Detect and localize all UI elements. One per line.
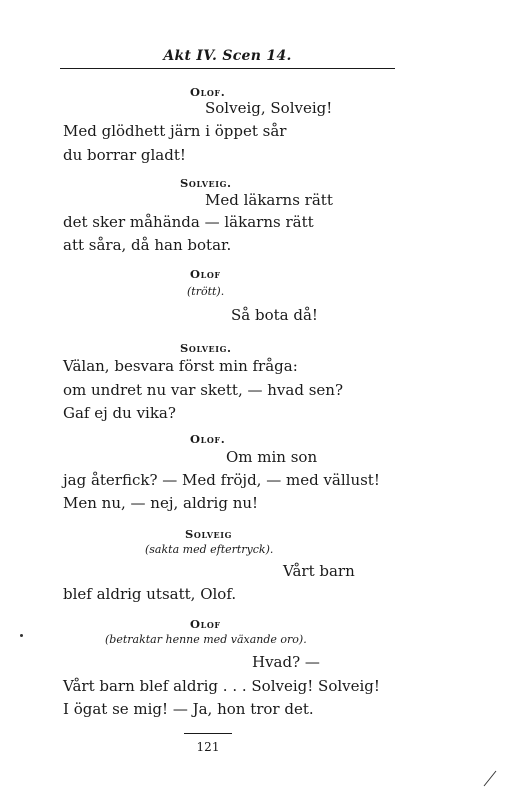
speaker-solveig: Solveig. (180, 176, 232, 190)
verse-line: det sker måhända — läkarns rätt (63, 213, 314, 231)
verse-line: Med läkarns rätt (205, 191, 333, 209)
speaker-solveig: Solveig (185, 527, 233, 541)
stage-direction: (betraktar henne med växande oro). (105, 633, 307, 646)
verse-line: jag återfick? — Med fröjd, — med vällust! (63, 471, 380, 489)
speaker-olof: Olof. (190, 432, 226, 446)
verse-line: Gaf ej du vika? (63, 404, 176, 422)
verse-line: Så bota då! (231, 306, 318, 324)
margin-pencil-mark (482, 768, 498, 788)
verse-line: Men nu, — nej, aldrig nu! (63, 494, 259, 512)
verse-line: I ögat se mig! — Ja, hon tror det. (63, 700, 314, 718)
page-number: 121 (196, 740, 220, 754)
verse-line: Med glödhett järn i öppet sår (63, 122, 287, 140)
verse-line: Vårt barn blef aldrig . . . Solveig! Solveig! (63, 677, 380, 695)
header-rule (60, 68, 395, 69)
verse-line: blef aldrig utsatt, Olof. (63, 585, 237, 603)
speaker-olof: Olof. (190, 85, 226, 99)
running-header: Akt IV. Scen 14. (163, 48, 292, 64)
verse-line: Hvad? — (252, 653, 320, 671)
verse-line: Vårt barn (283, 562, 355, 580)
footer-rule (184, 733, 232, 734)
margin-dot-mark (20, 634, 23, 637)
verse-line: Välan, besvara först min fråga: (63, 357, 298, 375)
verse-line: Om min son (226, 448, 318, 466)
verse-line: om undret nu var skett, — hvad sen? (63, 381, 343, 399)
speaker-solveig: Solveig. (180, 341, 232, 355)
verse-line: Solveig, Solveig! (205, 99, 333, 117)
speaker-olof: Olof (190, 617, 221, 631)
speaker-olof: Olof (190, 267, 221, 281)
stage-direction: (trött). (187, 285, 225, 298)
verse-line: att såra, då han botar. (63, 236, 232, 254)
verse-line: du borrar gladt! (63, 146, 186, 164)
stage-direction: (sakta med eftertryck). (145, 543, 274, 556)
